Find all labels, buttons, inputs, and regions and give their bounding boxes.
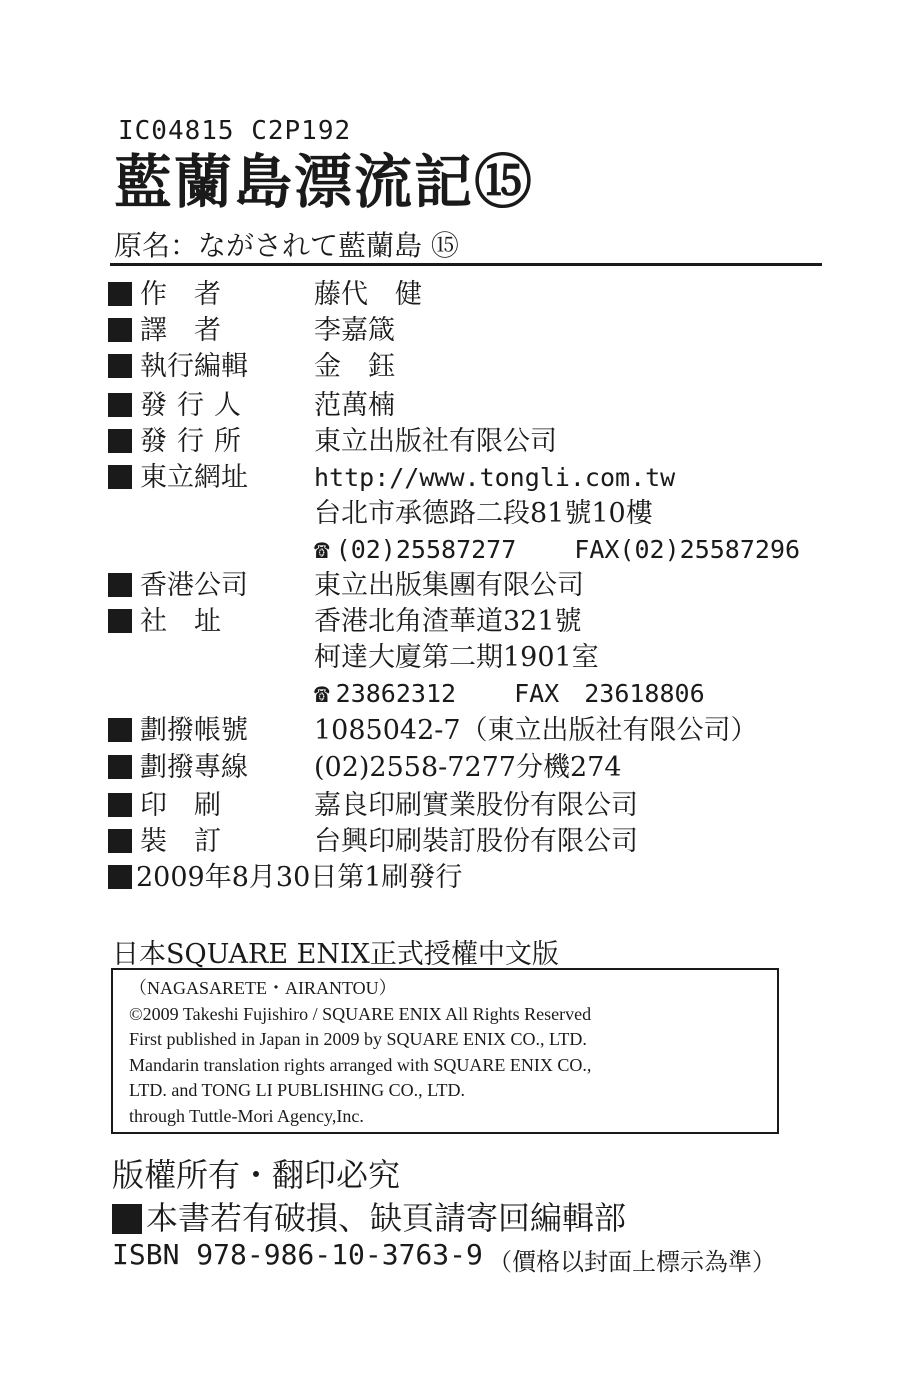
credit-row-author <box>108 278 422 312</box>
credit-row-hk-address <box>108 605 582 639</box>
credit-row-translator <box>108 314 395 348</box>
book-title: 藍蘭島漂流記⑮ <box>114 148 535 216</box>
rights-notice: 版權所有・翻印必究 <box>112 1156 401 1194</box>
credit-value: (02)2558-7277分機274 <box>314 752 622 783</box>
bullet-square <box>108 282 132 306</box>
telephone-icon: ☎ <box>314 679 330 709</box>
credit-value: 東立出版集團有限公司 <box>314 570 584 601</box>
bullet-square <box>108 755 132 779</box>
hk-address-2: 柯達大廈第二期1901室 <box>314 642 599 673</box>
credit-label: 作 者 <box>140 279 221 310</box>
credit-value: 范萬楠 <box>314 390 395 421</box>
credit-row-printing <box>108 789 638 823</box>
credit-label: 發行人 <box>140 390 251 421</box>
credit-row-publisher <box>108 389 395 423</box>
credit-value: 藤代 健 <box>314 279 422 310</box>
hk-phone: 23862312 <box>335 679 457 708</box>
taipei-phone: (02)25587277 <box>335 535 517 564</box>
credit-value: 香港北角渣華道321號 <box>314 606 582 637</box>
taipei-phone-line <box>314 533 800 567</box>
hk-phone-line <box>314 677 705 711</box>
credit-value: 1085042-7（東立出版社有限公司） <box>314 715 758 746</box>
isbn: ISBN 978-986-10-3763-9 <box>112 1238 483 1271</box>
taipei-address: 台北市承德路二段81號10樓 <box>314 498 653 529</box>
credit-label: 執行編輯 <box>140 351 248 382</box>
license-line: Mandarin translation rights arranged with SQUARE ENIX CO., <box>129 1054 592 1075</box>
bullet-square <box>108 829 132 853</box>
publish-date-row <box>108 861 462 895</box>
license-line: LTD. and TONG LI PUBLISHING CO., LTD. <box>129 1080 466 1100</box>
credit-row-binding <box>108 825 638 859</box>
credit-value: 李嘉箴 <box>314 315 395 346</box>
credit-label: 劃撥帳號 <box>140 715 248 746</box>
bullet-square <box>108 393 132 417</box>
credit-row-postal-account <box>108 714 758 748</box>
credit-label: 香港公司 <box>140 570 248 601</box>
credit-row-publishing-house <box>108 425 557 459</box>
license-heading: 日本SQUARE ENIX正式授權中文版 <box>112 939 559 970</box>
bullet-square <box>108 465 132 489</box>
credit-row-postal-line <box>108 751 622 785</box>
bullet-square <box>108 865 132 889</box>
credit-value: 台興印刷裝訂股份有限公司 <box>314 826 638 857</box>
credit-label: 劃撥專線 <box>140 752 248 783</box>
bullet-square <box>108 318 132 342</box>
credit-row-editor <box>108 350 395 384</box>
product-code: IC04815 C2P192 <box>118 116 352 146</box>
credit-label: 發行所 <box>140 426 251 457</box>
damaged-text: 本書若有破損、缺頁請寄回編輯部 <box>146 1199 627 1237</box>
license-box <box>111 968 779 1134</box>
bullet-square <box>108 573 132 597</box>
header-divider <box>110 263 822 266</box>
bullet-square <box>108 609 132 633</box>
credit-label: 社 址 <box>140 606 221 637</box>
credit-row-website <box>108 461 676 495</box>
bullet-square <box>108 429 132 453</box>
price-note: （價格以封面上標示為準） <box>488 1248 776 1276</box>
credit-value: 東立出版社有限公司 <box>314 426 557 457</box>
telephone-icon: ☎ <box>314 535 330 565</box>
taipei-fax: FAX(02)25587296 <box>574 535 801 564</box>
website-link[interactable]: http://www.tongli.com.tw <box>314 463 676 492</box>
bullet-square <box>108 354 132 378</box>
original-title: 原名：ながされて藍蘭島 ⑮ <box>114 229 459 262</box>
license-line: through Tuttle-Mori Agency,Inc. <box>129 1105 364 1126</box>
license-line: ©2009 Takeshi Fujishiro / SQUARE ENIX All Rights Reserved <box>129 1003 592 1024</box>
credit-label: 裝 訂 <box>140 826 221 857</box>
credit-label: 印 刷 <box>140 790 221 821</box>
damaged-notice <box>112 1193 626 1239</box>
credit-row-hk-company <box>108 569 584 603</box>
publish-date: 2009年8月30日第1刷發行 <box>136 862 463 893</box>
credit-label: 譯 者 <box>140 315 221 346</box>
license-line: First published in Japan in 2009 by SQUARE ENIX CO., LTD. <box>129 1029 587 1049</box>
bullet-square <box>108 793 132 817</box>
credit-label: 東立網址 <box>140 462 248 493</box>
credit-value: 金 鈺 <box>314 351 395 382</box>
credit-value: 嘉良印刷實業股份有限公司 <box>314 790 638 821</box>
license-line: （NAGASARETE・AIRANTOU） <box>129 978 397 998</box>
hk-fax: FAX 23618806 <box>514 679 705 708</box>
bullet-square <box>108 718 132 742</box>
bullet-square <box>112 1204 142 1234</box>
